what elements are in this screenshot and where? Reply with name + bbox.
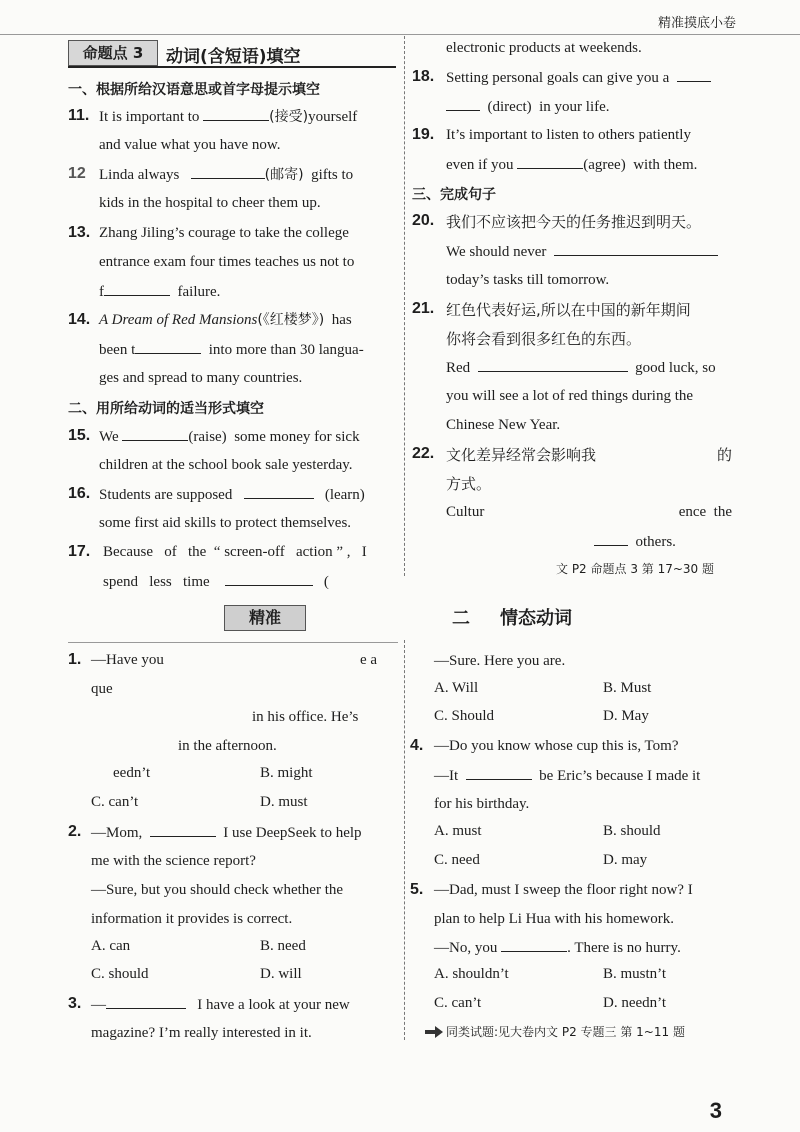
mc4-option-b[interactable]: B. should xyxy=(603,823,661,839)
q13-number: 13. xyxy=(68,224,91,241)
mc2-line1: —Mom, I use DeepSeek to help xyxy=(91,822,362,843)
mc1-number: 1. xyxy=(68,651,82,668)
mc3-line2: magazine? I’m really interested in it. xyxy=(91,1025,312,1041)
mc5-line1: —Dad, must I sweep the floor right now? I xyxy=(434,882,693,898)
column-divider xyxy=(404,36,405,576)
mc5-option-b[interactable]: B. mustn’t xyxy=(603,966,667,982)
q17-line2: spend less time ( xyxy=(103,571,329,592)
q15-number: 15. xyxy=(68,427,91,444)
mc5-line3: —No, you . There is no hurry. xyxy=(434,937,681,958)
mc5-option-c[interactable]: C. can’t xyxy=(434,995,482,1011)
q15-line2: children at the school book sale yesterday. xyxy=(99,457,353,473)
q21-blank[interactable] xyxy=(478,357,628,372)
q11-line2: and value what you have now. xyxy=(99,137,281,153)
mc2-option-b[interactable]: B. need xyxy=(260,938,306,954)
q22-line2: others. xyxy=(594,531,676,552)
mc5-number: 5. xyxy=(410,881,424,898)
page-number: 3 xyxy=(709,1098,722,1123)
q17-number: 17. xyxy=(68,543,91,560)
q20-line2: today’s tasks till tomorrow. xyxy=(446,272,610,288)
mc3-option-d[interactable]: D. May xyxy=(603,708,649,724)
q15-line1: We (raise) some money for sick xyxy=(99,426,360,447)
q13-line2: entrance exam four times teaches us not to xyxy=(99,254,355,270)
mc2-number: 2. xyxy=(68,823,82,840)
mc2-line4: information it provides is correct. xyxy=(91,911,293,927)
topic4-title: 情态动词 xyxy=(500,608,572,629)
mc3-line3: —Sure. Here you are. xyxy=(434,653,566,669)
header-rule xyxy=(0,34,800,35)
mc3-option-b[interactable]: B. Must xyxy=(603,680,652,696)
q17-blank[interactable] xyxy=(225,571,313,586)
arrow-right-icon xyxy=(424,1024,444,1043)
q12-line2: kids in the hospital to cheer them up. xyxy=(99,195,321,211)
mc4-line2: —It be Eric’s because I made it xyxy=(434,765,700,786)
mc3-option-c[interactable]: C. Should xyxy=(434,708,495,724)
q14-number: 14. xyxy=(68,311,91,328)
q11-blank[interactable] xyxy=(203,106,269,121)
q11-number: 11. xyxy=(68,107,90,124)
reference-note-2: 同类试题:见大卷内文 P2 专题三 第 1~11 题 xyxy=(446,1025,685,1039)
q14-line2: been t into more than 30 langua- xyxy=(99,339,364,360)
mc1-option-b[interactable]: B. might xyxy=(260,765,313,781)
q12-line1: Linda always (邮寄) gifts to xyxy=(99,164,353,185)
mc5-option-a[interactable]: A. shouldn’t xyxy=(434,966,509,982)
mc2-line3: —Sure, but you should check whether the xyxy=(91,882,344,898)
q12-blank[interactable] xyxy=(191,164,265,179)
mc3-blank[interactable] xyxy=(106,994,186,1009)
q21-line2: you will see a lot of red things during the xyxy=(446,388,694,404)
q13-line1: Zhang Jiling’s courage to take the college xyxy=(99,225,349,241)
mc2-option-a[interactable]: A. can xyxy=(91,938,131,954)
mc1-line3: in his office. He’s xyxy=(252,709,359,725)
mc1-option-c[interactable]: C. can’t xyxy=(91,794,139,810)
q19-blank[interactable] xyxy=(517,154,583,169)
q11-line1: It is important to (接受)yourself xyxy=(99,106,357,127)
mc2-option-c[interactable]: C. should xyxy=(91,966,149,982)
mc2-blank[interactable] xyxy=(150,822,216,837)
q13-blank[interactable] xyxy=(104,281,170,296)
q15-blank[interactable] xyxy=(122,426,188,441)
mc2-line2: me with the science report? xyxy=(91,853,256,869)
mc1-option-d[interactable]: D. must xyxy=(260,794,308,810)
q20-chinese: 我们不应该把今天的任务推迟到明天。 xyxy=(446,213,702,231)
mc4-option-a[interactable]: A. must xyxy=(434,823,482,839)
q16-number: 16. xyxy=(68,485,91,502)
mc5-blank[interactable] xyxy=(501,937,567,952)
mc1-option-a[interactable]: eedn’t xyxy=(113,765,151,781)
topic4-number: 二 xyxy=(452,608,470,628)
section-band-rule xyxy=(68,642,398,643)
q22-chinese-1: 文化差异经常会影响我 的 xyxy=(446,446,732,464)
mc4-number: 4. xyxy=(410,737,424,754)
section-badge: 精准 xyxy=(224,605,306,631)
topic-title: 动词(含短语)填空 xyxy=(166,47,301,67)
q14-line3: ges and spread to many countries. xyxy=(99,370,303,386)
mc1-line2: que xyxy=(91,681,113,697)
q17-line3: electronic products at weekends. xyxy=(446,40,642,56)
q22-number: 22. xyxy=(412,445,435,462)
mc1-line4: in the afternoon. xyxy=(178,738,277,754)
q19-line1: It’s important to listen to others patiently xyxy=(446,127,691,143)
mc4-blank[interactable] xyxy=(466,765,532,780)
mc5-option-d[interactable]: D. needn’t xyxy=(603,995,667,1011)
q21-chinese-1: 红色代表好运,所以在中国的新年期间 xyxy=(446,301,691,319)
mc4-line1: —Do you know whose cup this is, Tom? xyxy=(434,738,679,754)
mc3-number: 3. xyxy=(68,995,82,1012)
q22-blank[interactable] xyxy=(594,531,628,546)
q21-line3: Chinese New Year. xyxy=(446,417,561,433)
q14-line1: A Dream of Red Mansions(《红楼梦》) has xyxy=(99,312,352,328)
mc5-line2: plan to help Li Hua with his homework. xyxy=(434,911,674,927)
q20-number: 20. xyxy=(412,212,435,229)
q20-line1: We should never xyxy=(446,241,718,262)
q18-blank[interactable] xyxy=(677,67,711,82)
mc3-line1: — I have a look at your new xyxy=(91,994,350,1015)
mc1-line1-end: e a xyxy=(360,652,378,668)
section-3-heading: 三、完成句子 xyxy=(412,187,496,203)
q21-number: 21. xyxy=(412,300,435,317)
header-title: 精准摸底小卷 xyxy=(657,16,736,31)
q20-blank[interactable] xyxy=(554,241,718,256)
mc4-line3: for his birthday. xyxy=(434,796,530,812)
mc4-option-c[interactable]: C. need xyxy=(434,852,480,868)
q18-line2: (direct) in your life. xyxy=(446,96,610,117)
q21-chinese-2: 你将会看到很多红色的东西。 xyxy=(446,330,642,348)
topic-badge: 命题点 3 xyxy=(68,40,158,66)
q19-number: 19. xyxy=(412,126,435,143)
mc4-option-d[interactable]: D. may xyxy=(603,852,648,868)
section-2-heading: 二、用所给动词的适当形式填空 xyxy=(68,401,264,417)
q12-number: 12 xyxy=(68,165,86,182)
q19-line2: even if you (agree) with them. xyxy=(446,154,697,175)
section-1-heading: 一、根据所给汉语意思或首字母提示填空 xyxy=(68,82,320,98)
q17-line1: Because of the “ screen-off action ” , I xyxy=(103,544,367,560)
q21-line1: Red good luck, so xyxy=(446,357,716,378)
q18-line1: Setting personal goals can give you a xyxy=(446,67,711,88)
reference-note: 文 P2 命题点 3 第 17~30 题 xyxy=(556,562,714,576)
mc3-option-a[interactable]: A. Will xyxy=(434,680,479,696)
mc1-line1: —Have you xyxy=(91,652,164,668)
q16-line2: some first aid skills to protect themselves. xyxy=(99,515,352,531)
q13-line3: f failure. xyxy=(99,281,220,302)
topic-underline xyxy=(68,66,396,68)
q16-blank[interactable] xyxy=(244,484,314,499)
q16-line1: Students are supposed (learn) xyxy=(99,484,365,505)
mc2-option-d[interactable]: D. will xyxy=(260,966,302,982)
q18-number: 18. xyxy=(412,68,435,85)
q14-blank[interactable] xyxy=(135,339,201,354)
q22-line1: Cultur ence the xyxy=(446,504,732,520)
column-divider-lower xyxy=(404,640,405,1040)
q22-chinese-2: 方式。 xyxy=(446,475,492,493)
